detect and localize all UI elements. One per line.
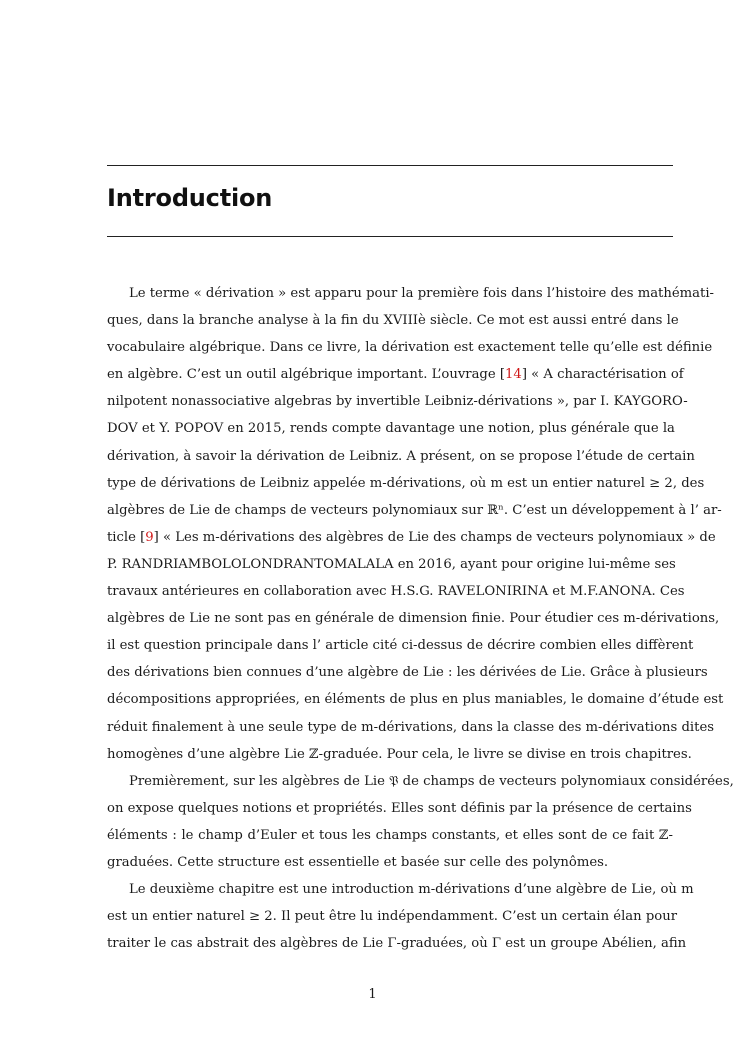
text-line: algèbres de Lie de champs de vecteurs polynomiaux sur ℝⁿ. C’est un développement à l’ ar- [107,502,722,518]
page-number: 1 [368,987,377,1002]
text-line: Le deuxième chapitre est une introduction m-dérivations d’une algèbre de Lie, où m [129,882,694,898]
bottom-rule [107,236,673,237]
citation-link[interactable]: 14 [505,367,522,383]
text-line: décompositions appropriées, en éléments de plus en plus maniables, le domaine d’étude est [107,692,724,708]
text-line: dérivation, à savoir la dérivation de Leibniz. A présent, on se propose l’étude de certain [107,448,695,464]
text-line: ques, dans la branche analyse à la fin du XVIIIè siècle. Ce mot est aussi entré dans le [107,313,679,329]
text-line: homogènes d’une algèbre Lie ℤ-graduée. Pour cela, le livre se divise en trois chapitres. [107,746,692,762]
text-line: est un entier naturel ≥ 2. Il peut être lu indépendamment. C’est un certain élan pour [107,909,678,925]
text-line: traiter le cas abstrait des algèbres de Lie Γ-graduées, où Γ est un groupe Abélien, afin [107,936,687,952]
text-line: travaux antérieures en collaboration avec H.S.G. RAVELONIRINA et M.F.ANONA. Ces [107,584,685,600]
text-line-with-citation: ticle [9] « Les m-dérivations des algèbres de Lie des champs de vecteurs polynomiaux » de [107,529,716,545]
text-line: nilpotent nonassociative algebras by invertible Leibniz-dérivations », par I. KAYGORO- [107,394,688,410]
text-line: algèbres de Lie ne sont pas en générale de dimension finie. Pour étudier ces m-dérivations, [107,611,720,627]
text-line: réduit finalement à une seule type de m-dérivations, dans la classe des m-dérivations dites [107,719,715,735]
chapter-title: Introduction [107,184,273,212]
paragraph-3 [107,876,694,957]
text-line: graduées. Cette structure est essentielle et basée sur celle des polynômes. [107,854,609,870]
text-line: il est question principale dans l’ article cité ci-dessus de décrire combien elles diffèrent [107,638,694,654]
text-line-with-citation: en algèbre. C’est un outil algébrique important. L’ouvrage [14] « A charactérisation of [107,367,684,383]
text-line: on expose quelques notions et propriétés. Elles sont définis par la présence de certains [107,800,692,816]
text-line: Premièrement, sur les algèbres de Lie 𝔓 de champs de vecteurs polynomiaux considérées, [129,773,734,789]
text-line: des dérivations bien connues d’une algèbre de Lie : les dérivées de Lie. Grâce à plusieurs [107,665,708,681]
text-line: Le terme « dérivation » est apparu pour la première fois dans l’histoire des mathémati- [129,286,714,301]
text-line: DOV et Y. POPOV en 2015, rends compte davantage une notion, plus générale que la [107,421,675,437]
citation-link[interactable]: 9 [145,529,154,545]
body-text [107,280,734,957]
paragraph-2 [107,768,734,876]
text-line: vocabulaire algébrique. Dans ce livre, la dérivation est exactement telle qu’elle est définie [107,340,713,356]
text-line: P. RANDRIAMBOLOLONDRANTOMALALA en 2016, ayant pour origine lui-même ses [107,556,676,572]
paragraph-1 [107,280,724,768]
text-line: type de dérivations de Leibniz appelée m-dérivations, où m est un entier naturel ≥ 2, des [107,475,705,491]
top-rule [107,165,673,166]
text-line: éléments : le champ d’Euler et tous les champs constants, et elles sont de ce fait ℤ- [107,827,673,843]
